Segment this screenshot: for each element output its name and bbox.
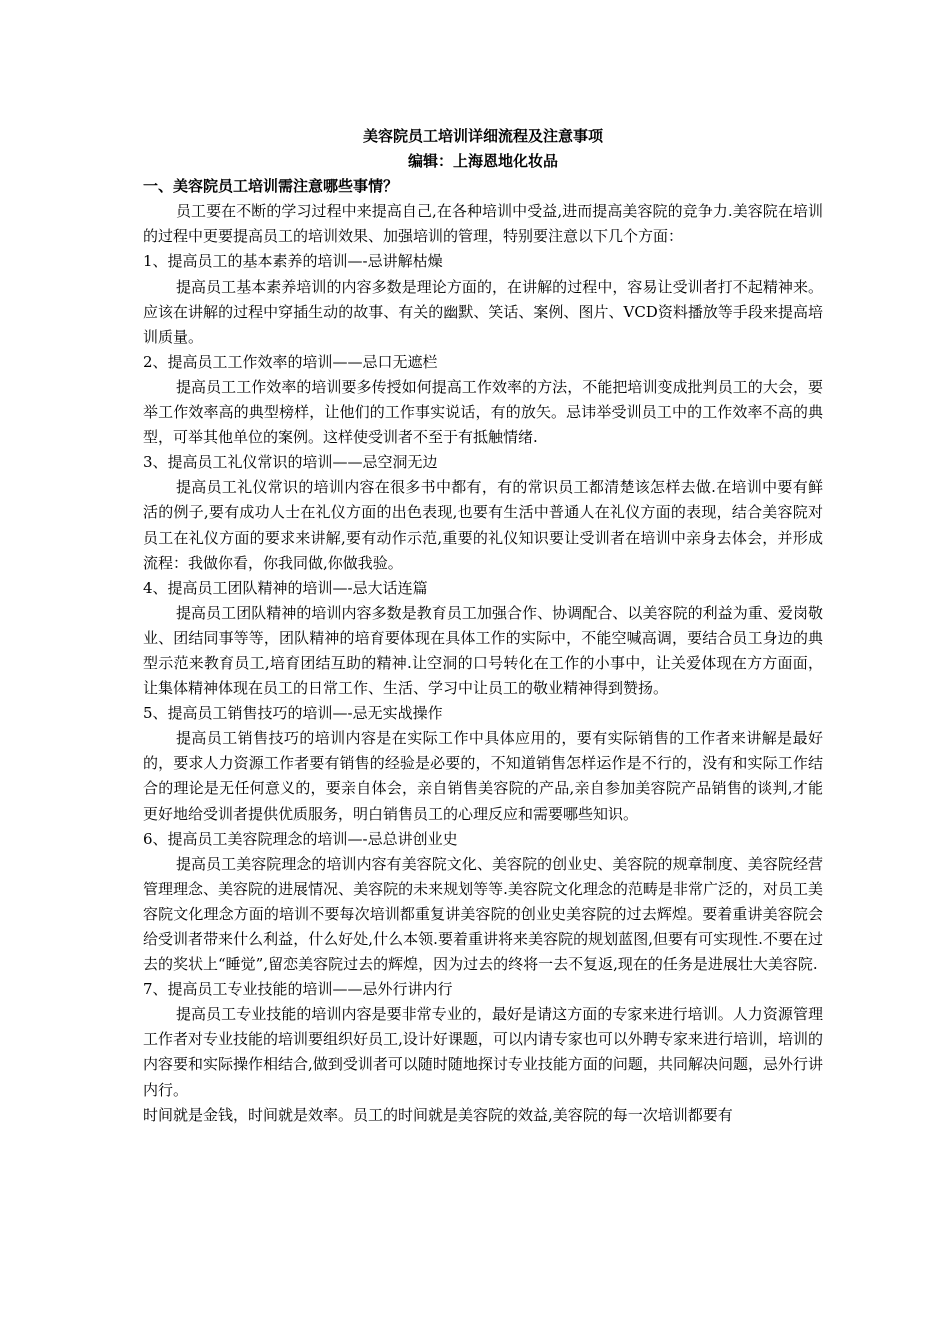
item-paragraph-7: 提高员工专业技能的培训内容是要非常专业的，最好是请这方面的专家来进行培训。人力资源管理工作者对专业技能的培训要组织好员工,设计好课题，可以内请专家也可以外聘专家来进行培训，培训的内容要和实际操作相结合,做到受训者可以随时随地探讨专业技能方面的问题，共同解决问题，忌外行讲内行。: [143, 1005, 823, 1099]
item-heading-1: 1、提高员工的基本素养的培训—-忌讲解枯燥: [143, 252, 443, 271]
item-paragraph-5: 提高员工销售技巧的培训内容是在实际工作中具体应用的，要有实际销售的工作者来讲解是最好的，要求人力资源工作者要有销售的经验是必要的，不知道销售怎样运作是不行的，没有和实际工作结合的理论是无任何意义的，要亲自体会，亲自销售美容院的产品,亲自参加美容院产品销售的谈判,才能更好地给受训者提供优质服务，明白销售员工的心理反应和需要哪些知识。: [143, 729, 823, 823]
intro-paragraph: 员工要在不断的学习过程中来提高自己,在各种培训中受益,进而提高美容院的竞争力.美容院在培训的过程中更要提高员工的培训效果、加强培训的管理，特别要注意以下几个方面：: [143, 202, 823, 246]
item-paragraph-2: 提高员工工作效率的培训要多传授如何提高工作效率的方法，不能把培训变成批判员工的大会，要举工作效率高的典型榜样，让他们的工作事实说话，有的放矢。忌讳举受训员工中的工作效率不高的典型，可举其他单位的案例。这样使受训者不至于有抵触情绪.: [143, 377, 823, 447]
item-heading-5: 5、提高员工销售技巧的培训—-忌无实战操作: [143, 704, 443, 723]
item-paragraph-1: 提高员工基本素养培训的内容多数是理论方面的，在讲解的过程中，容易让受训者打不起精神来。应该在讲解的过程中穿插生动的故事、有关的幽默、笑话、案例、图片、VCD资料播放等手段来提高培训质量。: [143, 277, 823, 346]
item-heading-4: 4、提高员工团队精神的培训—-忌大话连篇: [143, 578, 428, 597]
section-heading: 一、美容院员工培训需注意哪些事情？: [143, 177, 399, 196]
item-paragraph-3: 提高员工礼仪常识的培训内容在很多书中都有，有的常识员工都清楚该怎样去做.在培训中要有鲜活的例子,要有成功人士在礼仪方面的出色表现,也要有生活中普通人在礼仪方面的表现，结合美容院对员工在礼仪方面的要求来讲解,要有动作示范,重要的礼仪知识要让受训者在培训中亲身去体会，并形成流程：我做你看，你我同做,你做我验。: [143, 478, 823, 572]
closing-paragraph: 时间就是金钱，时间就是效率。员工的时间就是美容院的效益,美容院的每一次培训都要有: [143, 1105, 733, 1124]
item-paragraph-4: 提高员工团队精神的培训内容多数是教育员工加强合作、协调配合、以美容院的利益为重、爱岗敬业、团结同事等等，团队精神的培育要体现在具体工作的实际中，不能空喊高调，要结合员工身边的典型示范来教育员工,培育团结互助的精神.让空洞的口号转化在工作的小事中，让关爱体现在方方面面，让集体精神体现在员工的日常工作、生活、学习中让员工的敬业精神得到赞扬。: [143, 603, 823, 698]
item-heading-7: 7、提高员工专业技能的培训——忌外行讲内行: [143, 980, 453, 999]
item-heading-3: 3、提高员工礼仪常识的培训——忌空洞无边: [143, 453, 438, 472]
document-title: 美容院员工培训详细流程及注意事项: [362, 127, 603, 145]
document-body: [143, 124, 823, 1128]
item-paragraph-6: 提高员工美容院理念的培训内容有美容院文化、美容院的创业史、美容院的规章制度、美容院经营管理理念、美容院的进展情况、美容院的未来规划等等.美容院文化理念的范畴是非常广泛的，对员工美容院文化理念方面的培训不要每次培训都重复讲美容院的创业史美容院的过去辉煌。要着重讲美容院会给受训者带来什么利益，什么好处,什么本领.要着重讲将来美容院的规划蓝图,但要有可实现性.不要在过去的奖状上“睡觉”,留恋美容院过去的辉煌，因为过去的终将一去不复返,现在的任务是进展壮大美容院.: [143, 854, 823, 974]
item-heading-2: 2、提高员工工作效率的培训——忌口无遮栏: [143, 352, 438, 371]
document-subtitle: 编辑：上海恩地化妆品: [407, 152, 558, 171]
item-heading-6: 6、提高员工美容院理念的培训—-忌总讲创业史: [143, 829, 458, 848]
